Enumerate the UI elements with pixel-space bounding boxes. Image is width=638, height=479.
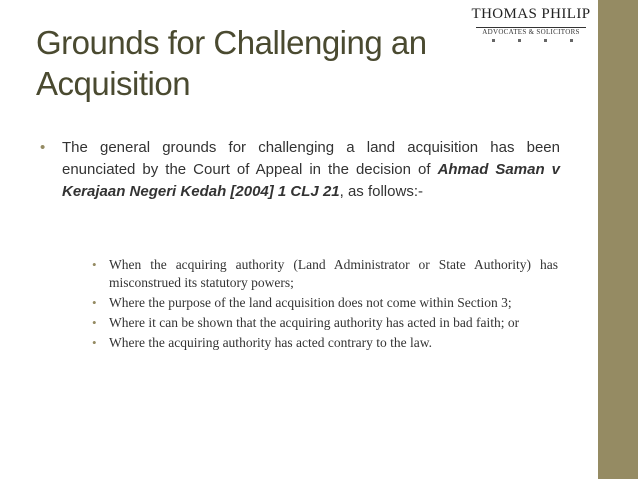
main-bullet-intro: The general grounds for challenging a land acquisition has been enunciated by the Court of Appeal in the decision of <box>62 139 560 178</box>
case-citation: Ahmad Saman v Kerajaan Negeri Kedah [2004] 1 CLJ 21 <box>62 161 560 200</box>
sub-bullet-list <box>92 256 558 354</box>
logo-subtitle: ADVOCATES & SOLICITORS <box>482 28 580 36</box>
sub-bullet-text: Where the acquiring authority has acted contrary to the law. <box>109 334 432 350</box>
main-bullet <box>40 137 560 203</box>
sub-bullet-text: Where it can be shown that the acquiring authority has acted in bad faith; or <box>109 314 520 330</box>
sub-bullet-text: When the acquiring authority (Land Administrator or State Authority) has misconstrued its statutory powers; <box>109 257 558 290</box>
bullet-icon: • <box>40 139 46 156</box>
logo-dots <box>488 39 578 42</box>
main-bullet-text <box>62 137 560 203</box>
main-bullet-outro: , as follows:- <box>339 183 423 200</box>
list-item <box>92 314 558 332</box>
list-item <box>92 256 558 291</box>
list-item <box>92 294 558 312</box>
bullet-icon: • <box>92 294 97 310</box>
bullet-icon: • <box>92 257 97 272</box>
logo-name: THOMAS PHILIP <box>471 6 591 22</box>
decorative-side-bar <box>598 0 638 479</box>
bullet-icon: • <box>92 334 97 350</box>
slide-title: Grounds for Challenging an Acquisition <box>36 24 427 102</box>
sub-bullet-text: Where the purpose of the land acquisition does not come within Section 3; <box>109 294 512 310</box>
firm-logo <box>470 6 592 40</box>
list-item <box>92 334 558 352</box>
bullet-icon: • <box>92 314 97 330</box>
